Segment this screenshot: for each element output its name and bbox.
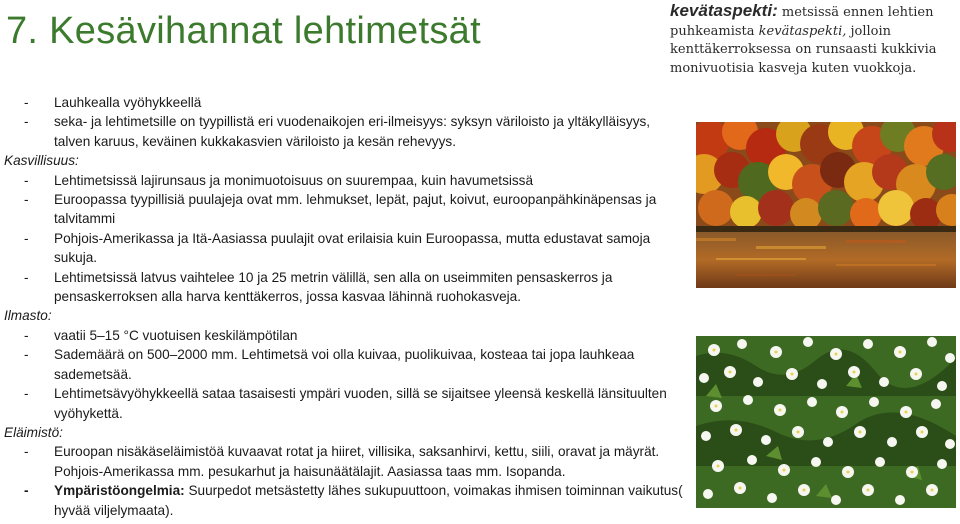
bullet-dash: - xyxy=(24,347,29,363)
note-text-before: metsissä ennen lehtien puhkeamista xyxy=(670,5,934,39)
bullet-dash: - xyxy=(24,192,29,208)
bullet-dash: - xyxy=(24,172,29,188)
fauna-item xyxy=(4,442,690,481)
environment-text: Suurpedot metsästetty lähes sukupuuttoon, voimakas ihmisen toiminnan vaikutus( hyvää viljelymaata). xyxy=(54,483,683,518)
vegetation-item-text: Euroopassa tyypillisiä puulajeja ovat mm. lehmukset, lepät, pajut, koivut, euroopanpähkinäpensas ja talvitammi xyxy=(54,192,657,227)
climate-item-text: Sademäärä on 500–2000 mm. Lehtimetsä voi olla kuivaa, puolikuivaa, kosteaa tai jopa lauhkeaa sademetsää. xyxy=(54,347,635,382)
bullet-dash: - xyxy=(24,444,29,460)
climate-heading: Ilmasto: xyxy=(4,308,52,324)
sidebar-note xyxy=(670,2,958,78)
environment-label: Ympäristöongelmia: xyxy=(54,483,185,499)
vegetation-item-text: Pohjois-Amerikassa ja Itä-Aasiassa puulajit ovat erilaisia kuin Euroopassa, mutta edustavat samoja sukuja. xyxy=(54,230,651,266)
intro-item xyxy=(4,93,690,112)
vegetation-item xyxy=(4,171,690,190)
vegetation-item xyxy=(4,268,690,307)
autumn-forest-lake-photo xyxy=(696,122,956,288)
climate-item xyxy=(4,345,690,384)
climate-item-text: Lehtimetsävyöhykkeellä sataa tasaisesti ympäri vuoden, sillä se sijaitsee yleensä keskellä länsituulten vyöhykettä. xyxy=(54,386,667,421)
fauna-heading: Eläimistö: xyxy=(4,424,63,440)
climate-item xyxy=(4,384,690,423)
intro-item-text: Lauhkealla vyöhykkeellä xyxy=(54,95,202,110)
bullet-dash: - xyxy=(24,327,29,343)
bullet-dash: - xyxy=(24,386,29,402)
vegetation-heading: Kasvillisuus: xyxy=(4,153,79,169)
vegetation-item-text: Lehtimetsissä latvus vaihtelee 10 ja 25 metrin välillä, sen alla on useimmiten pensaskerros ja pensaskerroksen alla harva kenttäkerros, jossa kasvaa lähinnä ruohokasveja. xyxy=(54,269,613,305)
climate-item xyxy=(4,326,690,345)
note-keyword: kevätaspekti: xyxy=(670,1,778,20)
bullet-dash: - xyxy=(24,95,29,110)
climate-item-text: vaatii 5–15 °C vuotuisen keskilämpötilan xyxy=(54,327,298,343)
environment-item-text xyxy=(54,481,690,520)
environment-item xyxy=(4,481,690,520)
vegetation-item xyxy=(4,229,690,268)
wood-anemone-flowers-photo xyxy=(696,336,956,508)
note-keyword-italic: kevätaspekti, xyxy=(758,23,847,39)
vegetation-item xyxy=(4,190,690,229)
bullet-dash: - xyxy=(24,230,29,246)
fauna-item-text: Euroopan nisäkäseläimistöä kuvaavat rotat ja hiiret, villisika, saksanhirvi, kettu, siili, oravat ja mäyrät. Pohjois-Amerikassa mm. pesukarhut ja haisunäätälajit. Aasiassa taas mm. Isopanda. xyxy=(54,444,660,479)
slide-title: 7. Kesävihannat lehtimetsät xyxy=(6,10,481,52)
intro-item-text: seka- ja lehtimetsille on tyypillistä eri vuodenaikojen eri-ilmeisyys: syksyn väriloisto ja yltäkylläisyys, talven karuus, keväinen kukkakasvien väriloisto ja kesän rehevyys. xyxy=(54,114,651,149)
slide-body xyxy=(4,93,690,520)
intro-item xyxy=(4,112,690,151)
bullet-dash: - xyxy=(24,269,29,285)
note-text-after: jolloin kenttäkerroksessa on runsaasti kukkivia monivuotisia kasveja kuten vuokkoja. xyxy=(670,23,937,76)
bullet-dash: - xyxy=(24,114,29,130)
vegetation-item-text: Lehtimetsissä lajirunsaus ja monimuotoisuus on suurempaa, kuin havumetsissä xyxy=(54,172,534,188)
bullet-dash: - xyxy=(24,483,29,499)
